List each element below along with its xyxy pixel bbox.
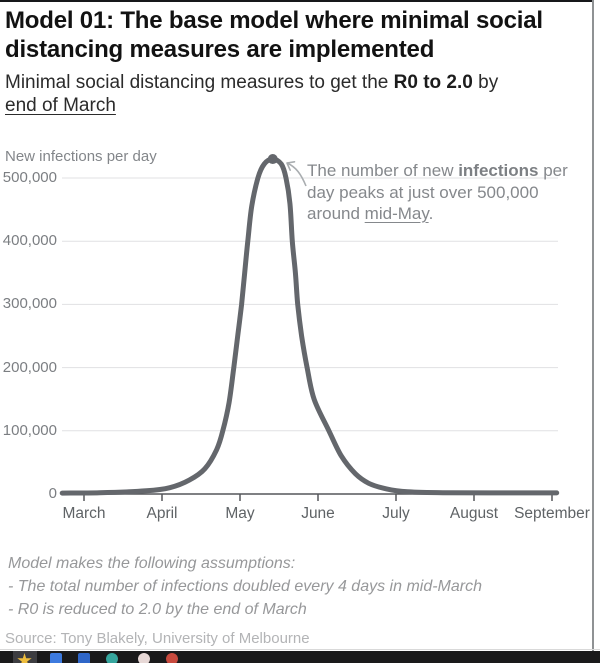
annotation-period: .	[428, 204, 434, 223]
x-tick-label: April	[146, 505, 178, 522]
assumptions-note	[8, 552, 586, 621]
annotation-text-2: per day peaks at just over 500,000 around	[307, 161, 568, 223]
annotation-text: The number of new	[307, 161, 459, 180]
subtitle-underlined: end of March	[5, 95, 116, 116]
page-title: Model 01: The base model where minimal social distancing measures are implemented	[5, 7, 543, 63]
y-tick-label: 400,000	[2, 232, 57, 250]
x-tick-label: September	[514, 505, 590, 522]
annotation-underlined: mid-May	[364, 204, 429, 223]
source-credit: Source: Tony Blakely, University of Melbourne	[5, 630, 310, 647]
x-tick-label: June	[301, 505, 335, 522]
annotation-arrow	[287, 163, 306, 186]
top-border	[0, 0, 594, 2]
infection-curve-chart	[0, 140, 600, 540]
y-tick-label: 300,000	[2, 295, 57, 313]
x-tick-label: May	[225, 505, 255, 522]
x-tick-label: August	[449, 505, 499, 522]
subtitle-bold: R0 to 2.0	[393, 72, 473, 93]
app-light-icon[interactable]	[138, 653, 150, 663]
app-blue-icon[interactable]	[50, 653, 62, 663]
annotation-bold: infections	[458, 161, 539, 180]
bottom-divider	[0, 649, 600, 650]
y-tick-label: 200,000	[2, 358, 57, 376]
subtitle-mid: by	[472, 72, 499, 93]
y-tick-label: 500,000	[2, 169, 57, 186]
x-tick-label: July	[382, 505, 410, 522]
subtitle	[5, 71, 591, 117]
app-blue2-icon[interactable]	[78, 653, 90, 663]
subtitle-text: Minimal social distancing measures to get the	[5, 72, 394, 93]
y-tick-label: 0	[48, 485, 57, 502]
peak-annotation	[307, 160, 575, 225]
y-axis-title: New infections per day	[5, 148, 157, 165]
y-tick-label: 100,000	[2, 421, 57, 439]
x-tick-label: March	[62, 505, 106, 522]
taskbar	[0, 651, 600, 663]
assumptions-line: - The total number of infections doubled every 4 days in mid-March	[8, 578, 483, 595]
assumptions-line: - R0 is reduced to 2.0 by the end of March	[8, 601, 307, 618]
app-red-icon[interactable]	[166, 653, 178, 663]
assumptions-line: Model makes the following assumptions:	[8, 555, 296, 572]
peak-marker	[268, 154, 278, 164]
app-teal-icon[interactable]	[106, 653, 118, 663]
